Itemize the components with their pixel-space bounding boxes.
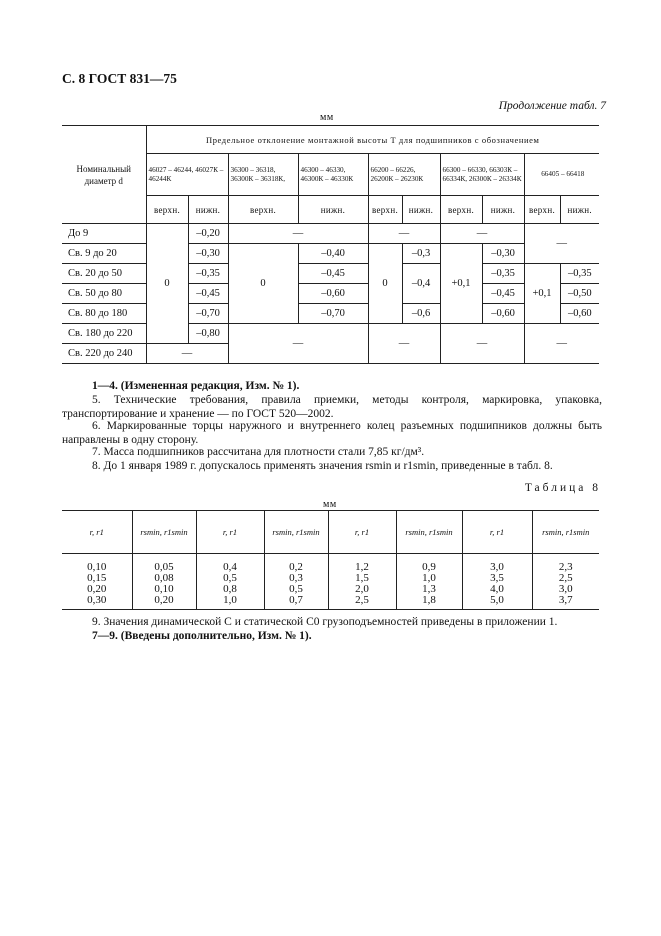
table-cell: 3,0 bbox=[462, 554, 532, 574]
g5-lower: –0,50 bbox=[560, 284, 599, 304]
table-cell: 3,0 bbox=[558, 583, 573, 595]
table-cell: 2,3 bbox=[558, 561, 573, 573]
table-cell: 1,0 bbox=[196, 595, 264, 610]
g4-upper: +0,1 bbox=[440, 244, 482, 324]
table-cell: 3,5 bbox=[462, 573, 532, 584]
table-8 bbox=[62, 510, 599, 610]
sub-upper: верхн. bbox=[368, 196, 402, 224]
row-label: Св. 20 до 50 bbox=[62, 264, 146, 284]
g2-dash: — bbox=[228, 324, 368, 364]
table-cell: 1,0 bbox=[396, 573, 462, 584]
table-cell: 0,8 bbox=[196, 584, 264, 595]
table-cell: 2,0 bbox=[328, 584, 396, 595]
sub-upper: верхн. bbox=[524, 196, 560, 224]
g5-upper: +0,1 bbox=[524, 264, 560, 324]
note-6: 6. Маркированные торцы наружного и внутреннего колец разъемных подшипников должны быть направлены в одну сторону. bbox=[62, 420, 602, 446]
group-1-header: 46027 – 46244, 46027К – 46244К bbox=[146, 154, 228, 196]
table-cell: 0,4 bbox=[196, 554, 264, 574]
g2-lower: –0,60 bbox=[298, 284, 368, 304]
g1-dash: — bbox=[146, 344, 228, 364]
g3-dash: — bbox=[368, 324, 440, 364]
sub-lower: нижн. bbox=[188, 196, 228, 224]
continuation-label: Продолжение табл. 7 bbox=[498, 100, 606, 112]
g1-lower: –0,35 bbox=[188, 264, 228, 284]
g4-dash: — bbox=[440, 324, 524, 364]
row-label: Св. 9 до 20 bbox=[62, 244, 146, 264]
table-cell: 3,7 bbox=[532, 595, 599, 610]
note-1-4: 1—4. (Измененная редакция, Изм. № 1). bbox=[92, 380, 300, 392]
group-4-header: 66300 – 66330, 66303К – 66334К, 26300К – 26334К bbox=[440, 154, 524, 196]
table-cell: 0,7 bbox=[264, 595, 328, 610]
table-cell: 4,0 bbox=[462, 584, 532, 595]
col-header-r: r, r1 bbox=[462, 511, 532, 554]
table-cell: 0,05 bbox=[132, 554, 196, 574]
table-cell: 1,5 bbox=[328, 573, 396, 584]
g2-dash: — bbox=[228, 224, 368, 244]
sub-lower: нижн. bbox=[482, 196, 524, 224]
g3-upper: 0 bbox=[368, 244, 402, 324]
page-header: С. 8 ГОСТ 831—75 bbox=[62, 71, 177, 86]
col-header-rs: rsmin, r1smin bbox=[532, 511, 599, 554]
table-cell: 0,20 bbox=[62, 584, 132, 595]
row-label: Св. 180 до 220 bbox=[62, 324, 146, 344]
g1-lower: –0,80 bbox=[188, 324, 228, 344]
col-header-r: r, r1 bbox=[62, 511, 132, 554]
table-cell: 0,3 bbox=[264, 573, 328, 584]
g2-lower: –0,40 bbox=[298, 244, 368, 264]
table-cell: 0,5 bbox=[196, 573, 264, 584]
table-cell: 5,0 bbox=[462, 595, 532, 610]
table-cell: 0,9 bbox=[396, 554, 462, 574]
g2-lower: –0,70 bbox=[298, 304, 368, 324]
g5-lower: –0,60 bbox=[560, 304, 599, 324]
table-cell: 0,10 bbox=[132, 584, 196, 595]
g3-lower: –0,4 bbox=[402, 264, 440, 304]
g4-dash: — bbox=[440, 224, 524, 244]
table-cell: 0,10 bbox=[62, 554, 132, 574]
table-cell: 1,2 bbox=[328, 554, 396, 574]
g3-lower: –0,3 bbox=[402, 244, 440, 264]
g1-lower: –0,30 bbox=[188, 244, 228, 264]
table-8-units: мм bbox=[323, 499, 337, 510]
sub-upper: верхн. bbox=[228, 196, 298, 224]
row-label: Св. 50 до 80 bbox=[62, 284, 146, 304]
table-7 bbox=[62, 125, 599, 364]
table-cell: 2,5 bbox=[558, 572, 573, 584]
row-label: До 9 bbox=[62, 224, 146, 244]
table-8-caption: Таблица 8 bbox=[524, 482, 601, 494]
g5-dash: — bbox=[524, 324, 599, 364]
sub-lower: нижн. bbox=[298, 196, 368, 224]
table-cell: 1,3 bbox=[396, 584, 462, 595]
g5-lower: –0,35 bbox=[560, 264, 599, 284]
sub-upper: верхн. bbox=[146, 196, 188, 224]
table-cell: 2,5 bbox=[328, 595, 396, 610]
g1-lower: –0,70 bbox=[188, 304, 228, 324]
col-header-rs: rsmin, r1smin bbox=[264, 511, 328, 554]
table-cell: 1,8 bbox=[396, 595, 462, 610]
note-9: 9. Значения динамической C и статической C0 грузоподъемностей приведены в приложении 1. bbox=[92, 616, 558, 628]
row-label: Св. 80 до 180 bbox=[62, 304, 146, 324]
g4-lower: –0,60 bbox=[482, 304, 524, 324]
table-cell: 0,2 bbox=[264, 554, 328, 574]
g2-upper: 0 bbox=[228, 244, 298, 324]
deviation-header: Предельное отклонение монтажной высоты T для подшипников с обозначением bbox=[146, 126, 599, 154]
table-cell: 0,5 bbox=[264, 584, 328, 595]
g4-lower: –0,30 bbox=[482, 244, 524, 264]
table-cell: 0,15 bbox=[62, 573, 132, 584]
table-cell: 0,08 bbox=[132, 573, 196, 584]
group-5-header: 66405 – 66418 bbox=[524, 154, 599, 196]
group-2a-header: 36300 – 36318, 36300К – 36318К, bbox=[228, 154, 298, 196]
g1-upper: 0 bbox=[146, 224, 188, 344]
nominal-diameter-header: Номинальный диаметр d bbox=[62, 126, 146, 224]
col-header-r: r, r1 bbox=[196, 511, 264, 554]
g1-lower: –0,20 bbox=[188, 224, 228, 244]
sub-lower: нижн. bbox=[402, 196, 440, 224]
g3-lower: –0,6 bbox=[402, 304, 440, 324]
group-3-header: 66200 – 66226, 26200К – 26230К bbox=[368, 154, 440, 196]
g3-dash: — bbox=[368, 224, 440, 244]
note-8: 8. До 1 января 1989 г. допускалось применять значения rsmin и r1smin, приведенные в табл. 8. bbox=[92, 460, 553, 472]
note-5: 5. Технические требования, правила приемки, методы контроля, маркировка, упаковка, транспортирование и хранение — по ГОСТ 520—2002. bbox=[62, 394, 602, 420]
sub-upper: верхн. bbox=[440, 196, 482, 224]
col-header-rs: rsmin, r1smin bbox=[132, 511, 196, 554]
units-label: мм bbox=[320, 112, 334, 123]
g5-dash: — bbox=[524, 224, 599, 264]
g4-lower: –0,45 bbox=[482, 284, 524, 304]
table-cell: 0,30 bbox=[62, 595, 132, 610]
table-cell: 0,20 bbox=[132, 595, 196, 610]
row-label: Св. 220 до 240 bbox=[62, 344, 146, 364]
g4-lower: –0,35 bbox=[482, 264, 524, 284]
g2-lower: –0,45 bbox=[298, 264, 368, 284]
note-7: 7. Масса подшипников рассчитана для плотности стали 7,85 кг/дм³. bbox=[92, 446, 425, 458]
col-header-r: r, r1 bbox=[328, 511, 396, 554]
note-7-9: 7—9. (Введены дополнительно, Изм. № 1). bbox=[92, 630, 312, 642]
group-2b-header: 46300 – 46330, 46300К – 46330К bbox=[298, 154, 368, 196]
col-header-rs: rsmin, r1smin bbox=[396, 511, 462, 554]
sub-lower: нижн. bbox=[560, 196, 599, 224]
g1-lower: –0,45 bbox=[188, 284, 228, 304]
